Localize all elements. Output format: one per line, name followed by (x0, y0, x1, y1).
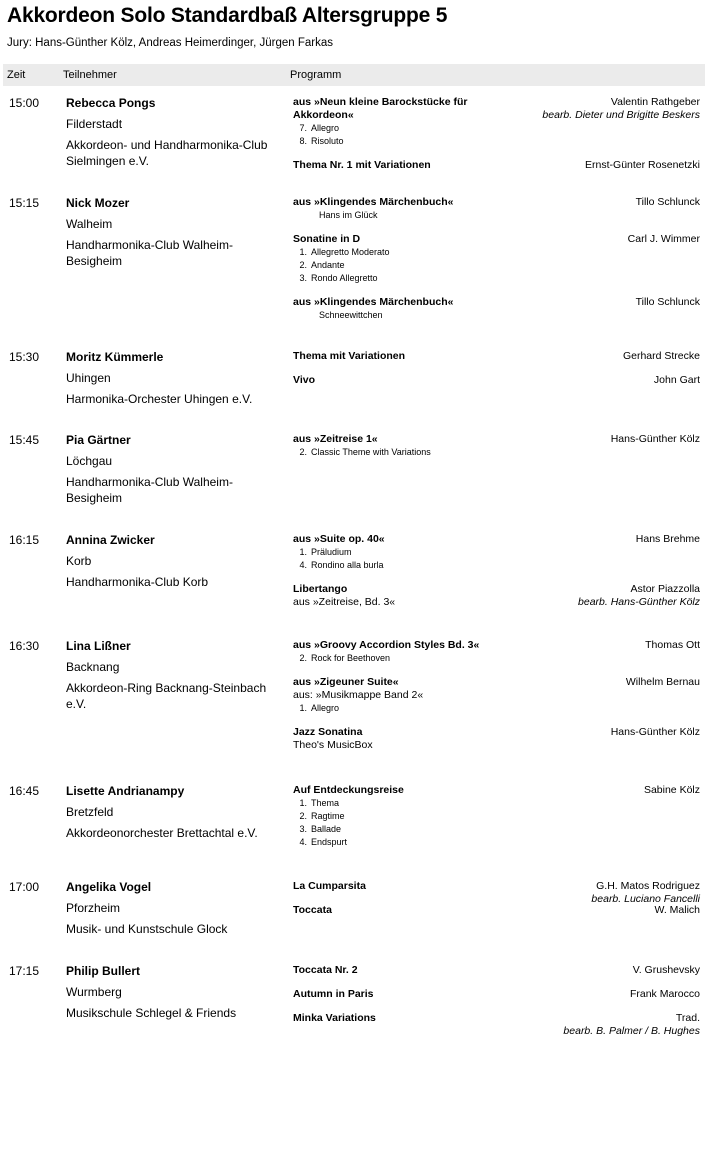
composer-name: Gerhard Strecke (622, 350, 700, 362)
composer-name: Thomas Ott (645, 639, 700, 651)
piece-composer (611, 726, 700, 739)
piece-title: Auf Entdeckungsreise (293, 784, 404, 796)
composer-name: Trad. (675, 1012, 700, 1024)
movement-name: Allegretto Moderato (311, 247, 390, 257)
piece-movement (293, 272, 700, 285)
participant-club: Akkordeon-Ring Backnang-Steinbach e.V. (66, 681, 267, 711)
piece-composer (645, 639, 700, 652)
movement-number: 1. (299, 798, 307, 808)
participant-club: Akkordeon- und Handharmonika-Club Sielmingen e.V. (66, 138, 268, 168)
piece-movement (293, 797, 700, 810)
program-list (293, 350, 700, 398)
participant-city: Backnang (66, 660, 120, 674)
program-piece (293, 784, 700, 849)
participant-name: Nick Mozer (66, 196, 130, 210)
piece-subtitle: aus: »Musikmappe Band 2« (293, 689, 424, 701)
piece-title: Autumn in Paris (293, 988, 374, 1000)
piece-movement (293, 246, 700, 259)
piece-composer (633, 964, 700, 977)
movement-name: Allegro (311, 703, 340, 713)
piece-movement (293, 702, 700, 715)
piece-composer (654, 904, 700, 917)
movement-name: Allegro (311, 123, 340, 133)
piece-movement (293, 836, 700, 849)
composer-name: Wilhelm Bernau (625, 676, 700, 688)
composer-name: Hans-Günther Kölz (610, 433, 700, 445)
slot-time: 16:45 (9, 784, 40, 798)
program-piece (293, 726, 700, 752)
participant-club: Harmonika-Orchester Uhingen e.V. (66, 392, 253, 406)
program-list (293, 96, 700, 183)
composer-name: W. Malich (654, 904, 700, 916)
composer-name: Tillo Schlunck (635, 196, 700, 208)
movement-name: Rock for Beethoven (311, 653, 391, 663)
arranger-name: bearb. B. Palmer / B. Hughes (563, 1025, 700, 1037)
program-piece (293, 880, 700, 905)
piece-title: Libertango (293, 583, 348, 595)
program-piece (293, 296, 700, 322)
participant-club: Musikschule Schlegel & Friends (66, 1006, 237, 1020)
composer-name: Hans-Günther Kölz (610, 726, 700, 738)
composer-name: Valentin Rathgeber (610, 96, 700, 108)
program-piece (293, 533, 700, 572)
program-piece (293, 676, 700, 715)
program-piece (293, 964, 700, 977)
composer-name: Frank Marocco (629, 988, 700, 1000)
participant-city: Uhingen (66, 371, 111, 385)
composer-name: Carl J. Wimmer (627, 233, 700, 245)
movement-number: 1. (299, 247, 307, 257)
program-piece (293, 196, 700, 222)
participant-city: Löchgau (66, 454, 113, 468)
piece-title: Minka Variations (293, 1012, 376, 1024)
piece-movement (293, 135, 700, 148)
participant-city: Filderstadt (66, 117, 123, 131)
piece-composer (630, 988, 700, 1001)
slot-time: 16:30 (9, 639, 40, 653)
movement-number: 4. (299, 560, 307, 570)
slot-time: 16:15 (9, 533, 40, 547)
movement-name: Rondino alla burla (311, 560, 384, 570)
piece-title: Thema Nr. 1 mit Variationen (293, 159, 431, 171)
participant-city: Wurmberg (66, 985, 122, 999)
participant-city: Korb (66, 554, 92, 568)
participant-name: Annina Zwicker (66, 533, 155, 547)
participant-city: Walheim (66, 217, 113, 231)
piece-title: Thema mit Variationen (293, 350, 406, 362)
movement-number: 2. (299, 260, 307, 270)
program-piece (293, 433, 700, 459)
composer-name: G.H. Matos Rodriguez (596, 880, 700, 892)
page-title: Akkordeon Solo Standardbaß Altersgruppe 5 (7, 4, 448, 27)
composer-name: John Gart (653, 374, 700, 386)
movement-number: 4. (299, 837, 307, 847)
piece-title: aus »Klingendes Märchenbuch« (293, 196, 454, 208)
participant-city: Bretzfeld (66, 805, 114, 819)
slot-time: 17:00 (9, 880, 40, 894)
piece-title: Vivo (293, 374, 315, 386)
program-piece (293, 159, 700, 172)
piece-title: aus »Neun kleine Barockstücke für Akkordeon« (293, 96, 468, 121)
program-piece (293, 350, 700, 363)
participant-club: Akkordeonorchester Brettachtal e.V. (66, 826, 258, 840)
piece-title: Toccata Nr. 2 (293, 964, 358, 976)
movement-number: 2. (299, 447, 307, 457)
composer-name: Tillo Schlunck (635, 296, 700, 308)
program-piece (293, 583, 700, 609)
movement-name: Präludium (311, 547, 352, 557)
header-teilnehmer: Teilnehmer (63, 69, 117, 81)
arranger-name: bearb. Hans-Günther Kölz (578, 596, 700, 608)
piece-title: aus »Groovy Accordion Styles Bd. 3« (293, 639, 480, 651)
program-piece (293, 233, 700, 285)
piece-composer (591, 880, 700, 906)
piece-movement (293, 259, 700, 272)
arranger-name: bearb. Luciano Fancelli (591, 893, 700, 905)
piece-subtitle: aus »Zeitreise, Bd. 3« (293, 596, 396, 608)
movement-name: Andante (311, 260, 345, 270)
composer-name: Sabine Kölz (643, 784, 700, 796)
program-piece (293, 639, 700, 665)
program-list (293, 196, 700, 333)
composer-name: Ernst-Günter Rosenetzki (585, 159, 700, 171)
piece-composer (623, 350, 700, 363)
slot-time: 17:15 (9, 964, 40, 978)
slot-time: 15:00 (9, 96, 40, 110)
piece-composer (636, 296, 700, 309)
arranger-name: bearb. Dieter und Brigitte Beskers (542, 109, 700, 121)
piece-composer (626, 676, 700, 689)
piece-title: aus »Suite op. 40« (293, 533, 385, 545)
movement-number: 2. (299, 811, 307, 821)
piece-composer (628, 233, 700, 246)
movement-number: 3. (299, 824, 307, 834)
program-list (293, 880, 700, 928)
piece-title: aus »Klingendes Märchenbuch« (293, 296, 454, 308)
participant-name: Angelika Vogel (66, 880, 152, 894)
participant-club: Musik- und Kunstschule Glock (66, 922, 228, 936)
movement-number: 1. (299, 703, 307, 713)
composer-name: Astor Piazzolla (630, 583, 700, 595)
piece-movement (293, 652, 700, 665)
movement-name: Classic Theme with Variations (311, 447, 431, 457)
piece-movement (293, 122, 700, 135)
piece-composer (611, 433, 700, 446)
program-piece (293, 904, 700, 917)
slot-time: 15:30 (9, 350, 40, 364)
piece-movement (293, 810, 700, 823)
program-list (293, 964, 700, 1036)
piece-title: Sonatine in D (293, 233, 361, 245)
movement-number: 3. (299, 273, 307, 283)
piece-movement: Schneewittchen (319, 310, 383, 320)
participant-name: Rebecca Pongs (66, 96, 156, 110)
movement-number: 7. (299, 123, 307, 133)
piece-title: Jazz Sonatina (293, 726, 363, 738)
movement-name: Risoluto (311, 136, 344, 146)
movement-name: Rondo Allegretto (311, 273, 378, 283)
participant-name: Philip Bullert (66, 964, 141, 978)
participant-club: Handharmonika-Club Korb (66, 575, 209, 589)
program-list (293, 433, 700, 470)
piece-movement (293, 823, 700, 836)
piece-composer (654, 374, 700, 387)
piece-composer (636, 196, 700, 209)
movement-name: Endspurt (311, 837, 348, 847)
program-list (293, 533, 700, 620)
piece-composer (563, 1012, 700, 1038)
participant-city: Pforzheim (66, 901, 121, 915)
movement-number: 1. (299, 547, 307, 557)
movement-number: 2. (299, 653, 307, 663)
movement-name: Ragtime (311, 811, 345, 821)
program-piece (293, 1012, 700, 1037)
participant-club: Handharmonika-Club Walheim-Besigheim (66, 238, 233, 268)
piece-movement: Hans im Glück (319, 210, 378, 220)
piece-title: La Cumparsita (293, 880, 366, 892)
movement-name: Ballade (311, 824, 342, 834)
participant-name: Lisette Andrianampy (66, 784, 185, 798)
piece-composer (636, 533, 700, 546)
participant-name: Moritz Kümmerle (66, 350, 164, 364)
jury-line: Jury: Hans-Günther Kölz, Andreas Heimerdinger, Jürgen Farkas (7, 37, 333, 49)
movement-number: 8. (299, 136, 307, 146)
program-list (293, 784, 700, 860)
piece-composer (578, 583, 700, 609)
header-programm: Programm (290, 69, 342, 81)
piece-subtitle: Theo's MusicBox (293, 739, 373, 751)
program-piece (293, 988, 700, 1001)
composer-name: V. Grushevsky (632, 964, 700, 976)
piece-movement (293, 446, 700, 459)
piece-title: aus »Zeitreise 1« (293, 433, 378, 445)
program-list (293, 639, 700, 763)
participant-club: Handharmonika-Club Walheim-Besigheim (66, 475, 233, 505)
piece-composer (542, 96, 700, 122)
participant-name: Pia Gärtner (66, 433, 131, 447)
header-zeit: Zeit (7, 69, 26, 81)
slot-time: 15:45 (9, 433, 40, 447)
table-header (3, 64, 705, 86)
piece-composer (585, 159, 700, 172)
piece-title: Toccata (293, 904, 332, 916)
piece-title: aus »Zigeuner Suite« (293, 676, 399, 688)
program-piece (293, 374, 700, 387)
participant-name: Lina Lißner (66, 639, 131, 653)
piece-movement (293, 546, 700, 559)
piece-movement (293, 559, 700, 572)
movement-name: Thema (311, 798, 340, 808)
piece-composer (644, 784, 700, 797)
program-piece (293, 96, 700, 148)
composer-name: Hans Brehme (635, 533, 700, 545)
slot-time: 15:15 (9, 196, 40, 210)
